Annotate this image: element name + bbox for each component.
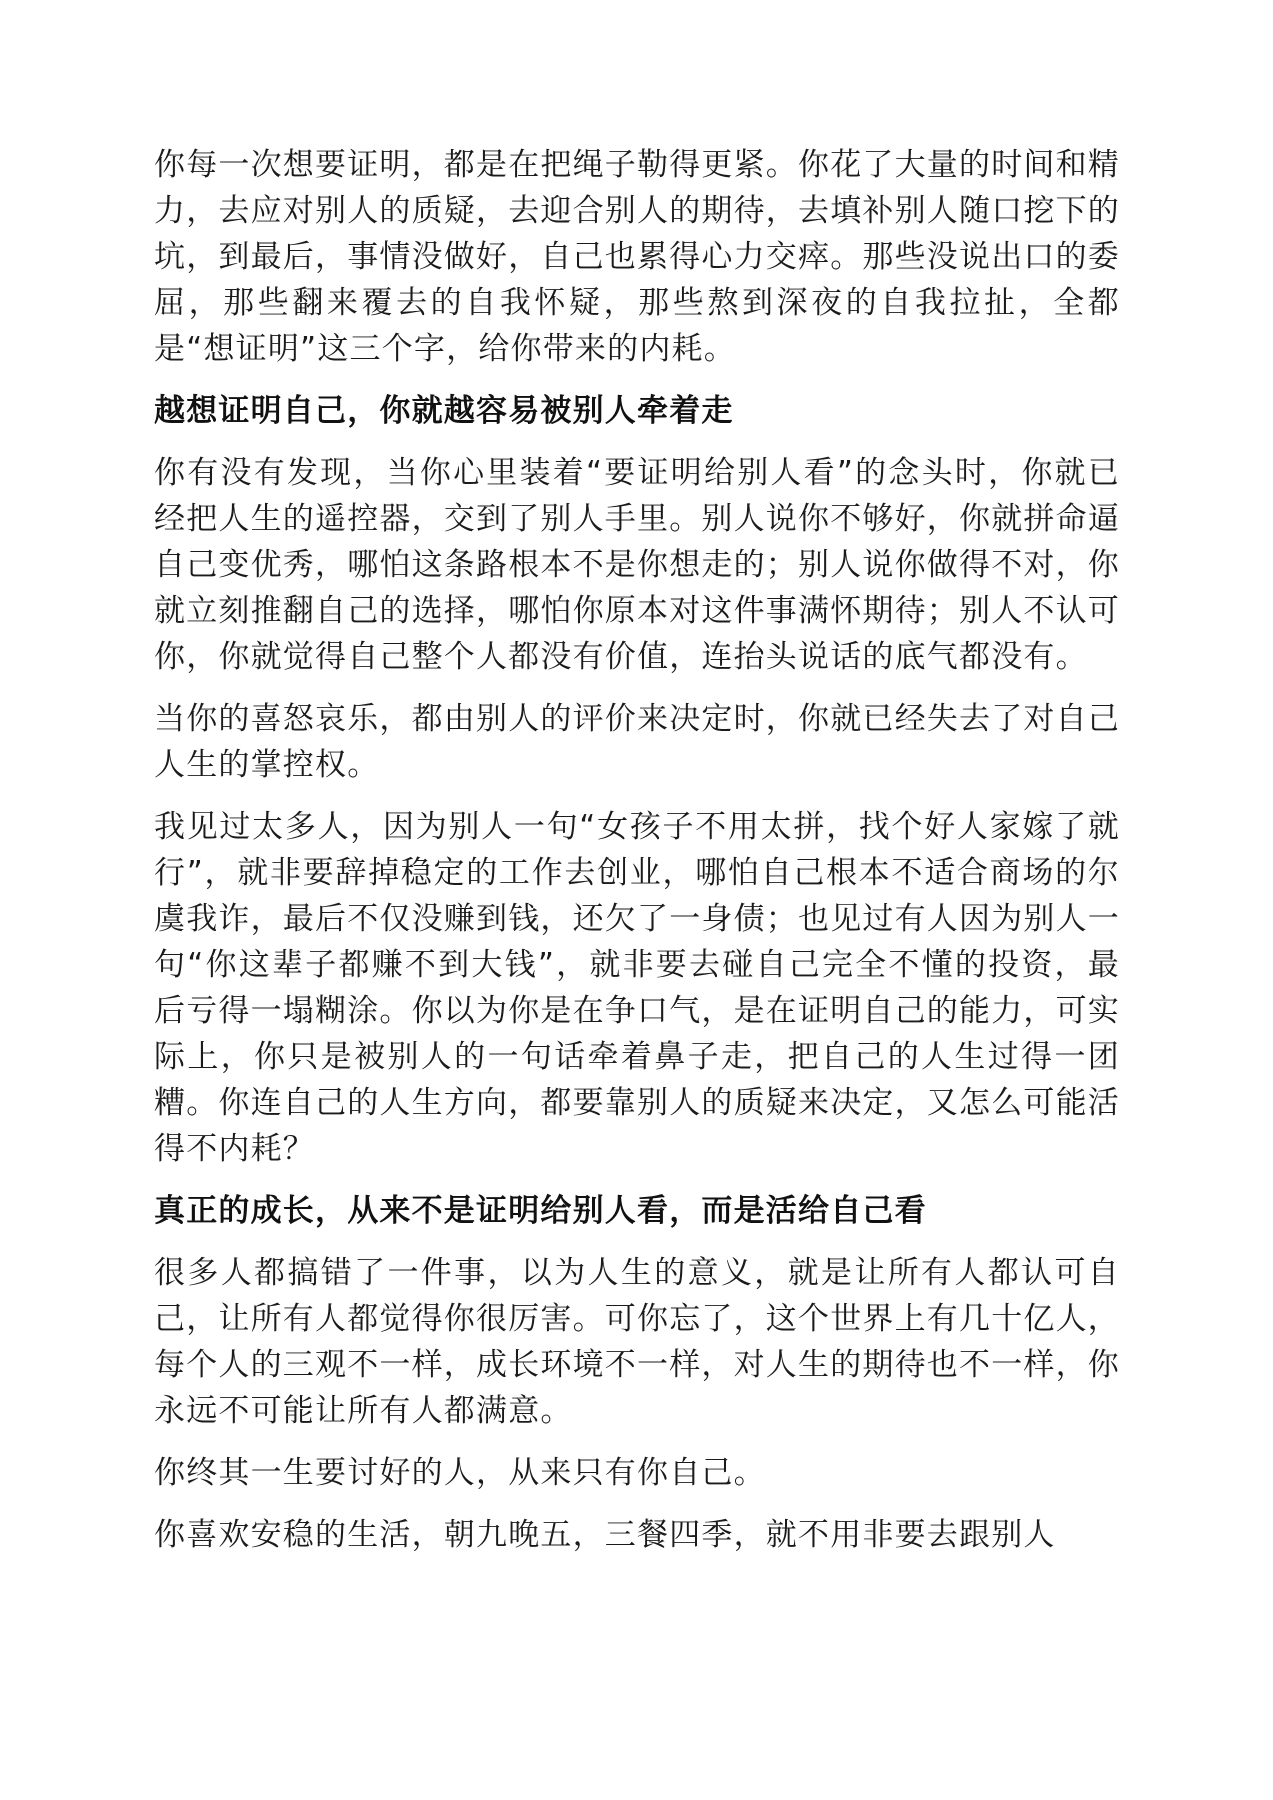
article-body: [154, 142, 1120, 1574]
paragraph: 我见过太多人，因为别人一句“女孩子不用太拼，找个好人家嫁了就行”，就非要辞掉稳定的工作去创业，哪怕自己根本不适合商场的尔虞我诈，最后不仅没赚到钱，还欠了一身债；也见过有人因为别人一句“你这辈子都赚不到大钱”，就非要去碰自己完全不懂的投资，最后亏得一塌糊涂。你以为你是在争口气，是在证明自己的能力，可实际上，你只是被别人的一句话牵着鼻子走，把自己的人生过得一团糟。你连自己的人生方向，都要靠别人的质疑来决定，又怎么可能活得不内耗？: [154, 809, 1120, 1167]
paragraph: 当你的喜怒哀乐，都由别人的评价来决定时，你就已经失去了对自己人生的掌控权。: [154, 701, 1120, 783]
paragraph: 你每一次想要证明，都是在把绳子勒得更紧。你花了大量的时间和精力，去应对别人的质疑，去迎合别人的期待，去填补别人随口挖下的坑，到最后，事情没做好，自己也累得心力交瘁。那些没说出口的委屈，那些翻来覆去的自我怀疑，那些熬到深夜的自我拉扯，全都是“想证明”这三个字，给你带来的内耗。: [154, 147, 1120, 367]
paragraph: 你终其一生要讨好的人，从来只有你自己。: [154, 1455, 766, 1491]
paragraph: 你有没有发现，当你心里装着“要证明给别人看”的念头时，你就已经把人生的遥控器，交到了别人手里。别人说你不够好，你就拼命逼自己变优秀，哪怕这条路根本不是你想走的；别人说你做得不对，你就立刻推翻自己的选择，哪怕你原本对这件事满怀期待；别人不认可你，你就觉得自己整个人都没有价值，连抬头说话的底气都没有。: [154, 455, 1120, 675]
paragraph: 你喜欢安稳的生活，朝九晚五，三餐四季，就不用非要去跟别人: [154, 1517, 1056, 1553]
paragraph: 很多人都搞错了一件事，以为人生的意义，就是让所有人都认可自己，让所有人都觉得你很厉害。可你忘了，这个世界上有几十亿人，每个人的三观不一样，成长环境不一样，对人生的期待也不一样，你永远不可能让所有人都满意。: [154, 1255, 1120, 1429]
section-heading: 真正的成长，从来不是证明给别人看，而是活给自己看: [154, 1193, 927, 1229]
section-heading: 越想证明自己，你就越容易被别人牵着走: [154, 393, 734, 429]
